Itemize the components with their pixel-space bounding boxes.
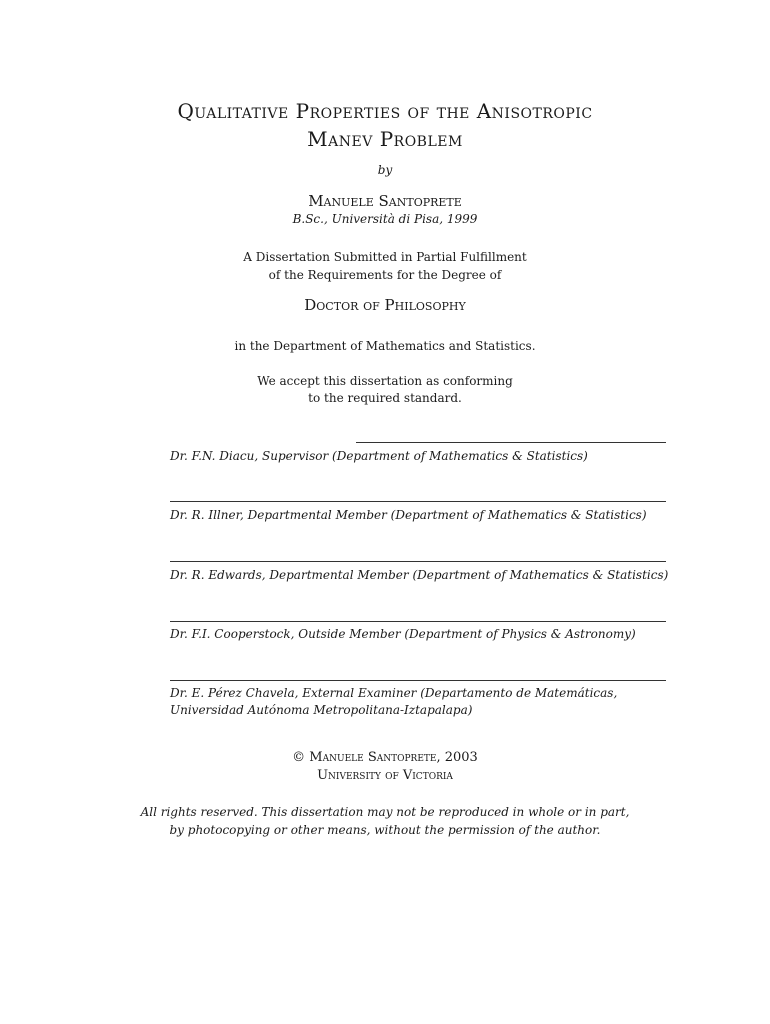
department-line: in the Department of Mathematics and Statistics.: [234, 339, 536, 353]
accept-line-1: We accept this dissertation as conforming: [257, 374, 513, 388]
copyright-notice: © Manuele Santoprete, 2003: [292, 750, 478, 765]
degree-name: Doctor of Philosophy: [304, 296, 466, 314]
committee-member-external: Dr. E. Pérez Chavela, External Examiner (Departamento de Matemáticas, Universidad Autónoma Metropolitana-Iztapalapa): [170, 686, 618, 717]
signature-line: [170, 501, 666, 502]
committee-member-outside: Dr. F.I. Cooperstock, Outside Member (Department of Physics & Astronomy): [170, 627, 636, 641]
prior-degree: B.Sc., Università di Pisa, 1999: [292, 212, 478, 226]
signature-line: [356, 442, 666, 443]
title-line-2: Manev Problem: [307, 127, 463, 151]
committee-member-departmental-1: Dr. R. Illner, Departmental Member (Department of Mathematics & Statistics): [170, 508, 647, 522]
rights-line-1: All rights reserved. This dissertation may not be reproduced in whole or in part,: [140, 805, 630, 819]
signature-line: [170, 621, 666, 622]
committee-member-supervisor: Dr. F.N. Diacu, Supervisor (Department of Mathematics & Statistics): [170, 449, 588, 463]
by-label: by: [377, 163, 393, 177]
submission-line-2: of the Requirements for the Degree of: [268, 268, 502, 282]
university-name: University of Victoria: [317, 768, 453, 783]
submission-line-1: A Dissertation Submitted in Partial Fulfillment: [243, 250, 527, 264]
committee-member-departmental-2: Dr. R. Edwards, Departmental Member (Department of Mathematics & Statistics): [170, 568, 669, 582]
rights-line-2: by photocopying or other means, without the permission of the author.: [169, 823, 601, 837]
title-line-1: Qualitative Properties of the Anisotropic: [177, 99, 593, 123]
signature-line: [170, 561, 666, 562]
accept-line-2: to the required standard.: [308, 391, 462, 405]
author-name: Manuele Santoprete: [308, 192, 462, 210]
signature-line: [170, 680, 666, 681]
